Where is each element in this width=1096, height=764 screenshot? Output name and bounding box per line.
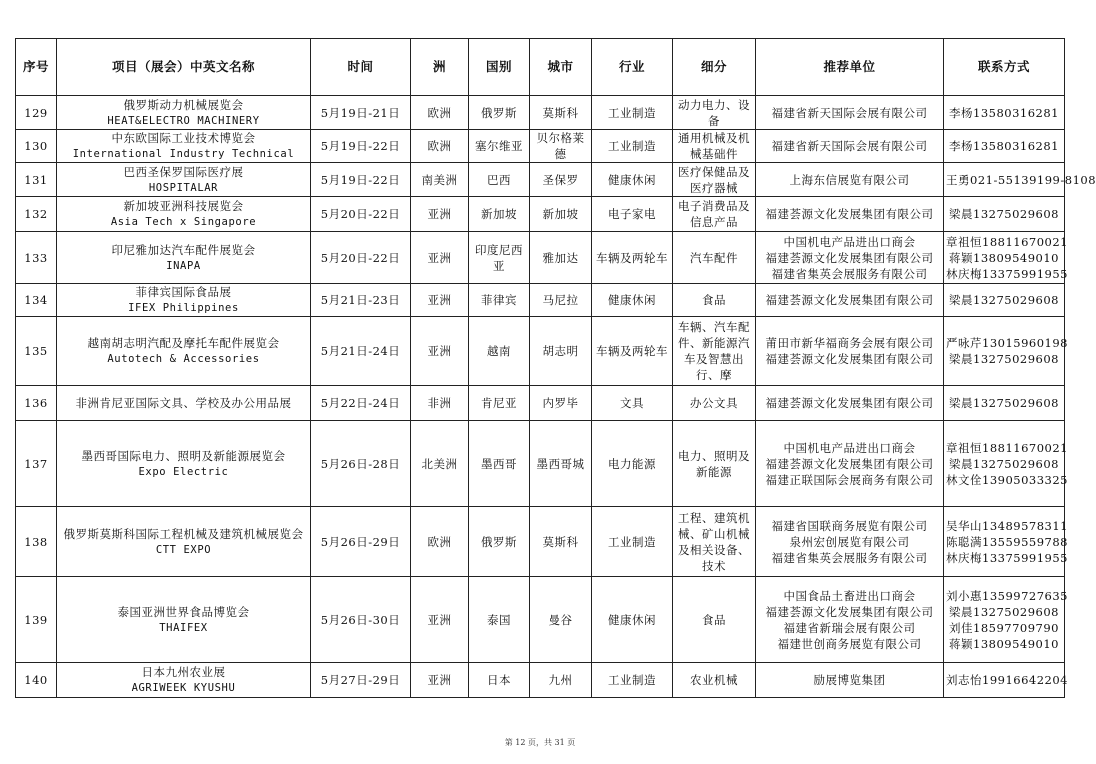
exhibition-continent: 欧洲 — [411, 130, 469, 163]
contact-entry: 林文佺13905033325 — [946, 472, 1068, 487]
exhibition-continent: 亚洲 — [411, 577, 469, 663]
table-row — [16, 197, 1065, 232]
exhibition-name-cn: 俄罗斯莫斯科国际工程机械及建筑机械展览会 — [63, 526, 304, 541]
exhibition-time: 5月20日-22日 — [311, 232, 411, 284]
contact-entry: 章祖恒18811670021 — [946, 234, 1068, 249]
exhibition-name-en: THAIFEX — [159, 621, 208, 634]
exhibition-continent: 北美洲 — [411, 421, 469, 507]
exhibition-time: 5月22日-24日 — [311, 386, 411, 421]
page-footer: 第 12 页，共 31 页 — [504, 738, 576, 747]
exhibition-country: 俄罗斯 — [469, 96, 530, 130]
contact-info — [944, 96, 1065, 130]
exhibition-country: 塞尔维亚 — [469, 130, 530, 163]
header-recommender: 推荐单位 — [756, 39, 944, 96]
exhibition-name-en: AGRIWEEK KYUSHU — [131, 682, 236, 694]
exhibition-continent: 亚洲 — [411, 317, 469, 386]
recommending-units — [756, 130, 944, 163]
row-number: 137 — [16, 421, 57, 507]
exhibition-country: 肯尼亚 — [469, 386, 530, 421]
recommending-unit: 福建荟源文化发展集团有限公司 — [765, 396, 934, 410]
exhibition-name — [57, 96, 311, 130]
row-number: 131 — [16, 163, 57, 197]
exhibition-continent: 亚洲 — [411, 663, 469, 698]
exhibition-industry: 健康休闲 — [592, 163, 673, 197]
contact-entry: 刘佳18597709790 — [949, 620, 1059, 635]
recommending-unit: 福建荟源文化发展集团有限公司 — [765, 250, 934, 265]
exhibition-time: 5月27日-29日 — [311, 663, 411, 698]
table-row — [16, 96, 1065, 130]
exhibition-subcategory: 农业机械 — [673, 663, 756, 698]
contact-info — [944, 130, 1065, 163]
table-row — [16, 663, 1065, 698]
recommending-unit: 福建荟源文化发展集团有限公司 — [765, 456, 934, 471]
contact-info — [944, 663, 1068, 698]
recommending-unit: 福建省新天国际会展有限公司 — [771, 139, 928, 153]
exhibition-time: 5月21日-23日 — [311, 284, 411, 317]
recommending-unit: 福建荟源文化发展集团有限公司 — [765, 207, 934, 221]
exhibition-city: 胡志明 — [530, 317, 592, 386]
exhibition-country: 泰国 — [469, 577, 530, 663]
exhibition-subcategory: 车辆、汽车配件、新能源汽车及智慧出行、摩 — [673, 317, 756, 386]
exhibition-name-en: Autotech & Accessories — [107, 353, 260, 365]
recommending-unit: 上海东信展览有限公司 — [789, 172, 910, 187]
exhibition-time: 5月20日-22日 — [311, 197, 411, 232]
row-number: 136 — [16, 386, 57, 421]
contact-info — [944, 577, 1068, 663]
row-number: 132 — [16, 197, 57, 232]
contact-entry: 章祖恒18811670021 — [946, 440, 1068, 455]
recommending-unit: 福建荟源文化发展集团有限公司 — [765, 604, 934, 619]
exhibition-name-cn: 泰国亚洲世界食品博览会 — [117, 604, 250, 619]
exhibition-subcategory: 医疗保健品及医疗器械 — [673, 163, 756, 197]
recommending-unit: 中国机电产品进出口商会 — [783, 440, 916, 455]
header-industry: 行业 — [592, 39, 673, 96]
exhibition-name — [57, 163, 311, 197]
exhibition-name — [57, 663, 311, 698]
header-continent: 洲 — [411, 39, 469, 96]
exhibition-time: 5月26日-29日 — [311, 507, 411, 577]
exhibition-subcategory: 食品 — [673, 577, 756, 663]
contact-entry: 梁晨13275029608 — [949, 207, 1059, 221]
recommending-unit: 福建省集英会展服务有限公司 — [771, 550, 928, 565]
recommending-units — [756, 96, 944, 130]
exhibition-name-cn: 菲律宾国际食品展 — [135, 285, 232, 299]
recommending-units — [756, 197, 944, 232]
exhibition-time: 5月19日-22日 — [311, 163, 411, 197]
contact-entry: 梁晨13275029608 — [949, 293, 1059, 307]
recommending-unit: 福建正联国际会展商务有限公司 — [765, 472, 934, 487]
exhibition-continent: 南美洲 — [411, 163, 469, 197]
recommending-unit: 中国机电产品进出口商会 — [783, 234, 916, 249]
contact-entry: 陈聪满13559559788 — [946, 534, 1068, 549]
exhibition-city: 内罗毕 — [530, 386, 592, 421]
row-number: 130 — [16, 130, 57, 163]
exhibition-country: 新加坡 — [469, 197, 530, 232]
table-header-row — [16, 39, 1065, 96]
exhibition-continent: 亚洲 — [411, 232, 469, 284]
exhibition-time: 5月26日-28日 — [311, 421, 411, 507]
header-time: 时间 — [311, 39, 411, 96]
row-number: 140 — [16, 663, 57, 698]
recommending-units — [756, 663, 944, 698]
exhibition-industry: 工业制造 — [592, 130, 673, 163]
exhibition-subcategory: 食品 — [673, 284, 756, 317]
exhibition-time: 5月21日-24日 — [311, 317, 411, 386]
exhibition-name-en: INAPA — [166, 259, 201, 272]
exhibition-continent: 欧洲 — [411, 507, 469, 577]
contact-entry: 刘志怡19916642204 — [946, 673, 1068, 687]
contact-info — [944, 284, 1065, 317]
exhibition-name-cn: 非洲肯尼亚国际文具、学校及办公用品展 — [75, 396, 292, 410]
row-number: 138 — [16, 507, 57, 577]
recommending-unit: 福建省国联商务展览有限公司 — [771, 518, 928, 533]
exhibition-name — [57, 232, 311, 284]
exhibition-name — [57, 130, 311, 163]
recommending-units — [756, 163, 944, 197]
exhibition-name-cn: 印尼雅加达汽车配件展览会 — [111, 242, 256, 257]
recommending-units — [756, 386, 944, 421]
exhibition-subcategory: 电力、照明及新能源 — [673, 421, 756, 507]
exhibition-name — [57, 197, 311, 232]
exhibition-city: 马尼拉 — [530, 284, 592, 317]
exhibition-name — [57, 386, 311, 421]
table-row — [16, 421, 1065, 507]
exhibition-name-en: Expo Electric — [138, 465, 229, 478]
header-no: 序号 — [16, 39, 57, 96]
recommending-unit: 福建荟源文化发展集团有限公司 — [765, 293, 934, 307]
exhibition-country: 日本 — [469, 663, 530, 698]
row-number: 129 — [16, 96, 57, 130]
exhibition-name-en: International Industry Technical — [72, 148, 295, 160]
exhibition-time: 5月26日-30日 — [311, 577, 411, 663]
exhibition-name-cn: 墨西哥国际电力、照明及新能源展览会 — [81, 448, 286, 463]
exhibition-continent: 亚洲 — [411, 197, 469, 232]
table-row — [16, 577, 1065, 663]
exhibition-continent: 非洲 — [411, 386, 469, 421]
header-contact: 联系方式 — [944, 39, 1065, 96]
exhibition-city: 圣保罗 — [530, 163, 592, 197]
exhibition-name-en: HEAT&ELECTRO MACHINERY — [107, 114, 260, 127]
contact-entry: 梁晨13275029608 — [949, 456, 1059, 471]
recommending-unit: 中国食品土畜进出口商会 — [783, 588, 916, 603]
exhibition-city: 墨西哥城 — [530, 421, 592, 507]
exhibition-subcategory: 通用机械及机械基础件 — [673, 130, 756, 163]
contact-info — [944, 317, 1068, 386]
exhibition-subcategory: 动力电力、设备 — [673, 96, 756, 130]
exhibition-name-en: CTT EXPO — [155, 543, 212, 556]
table-row — [16, 317, 1065, 386]
exhibition-time: 5月19日-21日 — [311, 96, 411, 130]
row-number: 134 — [16, 284, 57, 317]
exhibition-subcategory: 电子消费品及信息产品 — [673, 197, 756, 232]
contact-entry: 蒋颖13809549010 — [949, 250, 1059, 265]
recommending-units — [756, 421, 944, 507]
exhibition-city: 曼谷 — [530, 577, 592, 663]
contact-entry: 蒋颖13809549010 — [949, 636, 1059, 651]
exhibition-industry: 工业制造 — [592, 96, 673, 130]
recommending-unit: 福建省新瑞会展有限公司 — [783, 620, 916, 635]
exhibition-name — [57, 317, 311, 386]
exhibition-name-cn: 越南胡志明汽配及摩托车配件展览会 — [87, 336, 280, 350]
recommending-units — [756, 577, 944, 663]
contact-info — [944, 163, 1096, 197]
exhibition-industry: 健康休闲 — [592, 577, 673, 663]
exhibition-industry: 文具 — [592, 386, 673, 421]
exhibition-name-en: IFEX Philippines — [128, 302, 239, 314]
contact-info — [944, 507, 1068, 577]
recommending-units — [756, 232, 944, 284]
exhibition-subcategory: 汽车配件 — [673, 232, 756, 284]
exhibition-country: 印度尼西亚 — [469, 232, 530, 284]
contact-info — [944, 421, 1068, 507]
contact-info — [944, 232, 1068, 284]
exhibition-name-cn: 俄罗斯动力机械展览会 — [123, 97, 244, 112]
contact-entry: 李杨13580316281 — [949, 105, 1059, 120]
recommending-units — [756, 284, 944, 317]
contact-entry: 刘小惠13599727635 — [946, 588, 1068, 603]
exhibition-city: 九州 — [530, 663, 592, 698]
recommending-unit: 励展博览集团 — [813, 673, 886, 687]
exhibition-name-cn: 新加坡亚洲科技展览会 — [123, 199, 244, 213]
exhibition-subcategory: 办公文具 — [673, 386, 756, 421]
table-row — [16, 232, 1065, 284]
exhibition-industry: 工业制造 — [592, 507, 673, 577]
contact-entry: 王勇021-55139199-8108 — [946, 172, 1096, 187]
table-row — [16, 284, 1065, 317]
exhibition-name — [57, 284, 311, 317]
recommending-unit: 福建世创商务展览有限公司 — [777, 636, 922, 651]
exhibition-city: 贝尔格莱德 — [530, 130, 592, 163]
recommending-unit: 福建荟源文化发展集团有限公司 — [765, 352, 934, 366]
table-row — [16, 386, 1065, 421]
exhibition-city: 雅加达 — [530, 232, 592, 284]
exhibition-country: 墨西哥 — [469, 421, 530, 507]
exhibition-continent: 亚洲 — [411, 284, 469, 317]
table-row — [16, 163, 1065, 197]
exhibition-name — [57, 577, 311, 663]
contact-entry: 林庆梅13375991955 — [946, 266, 1068, 281]
recommending-unit: 莆田市新华福商务会展有限公司 — [765, 336, 934, 350]
exhibition-name — [57, 421, 311, 507]
exhibition-country: 越南 — [469, 317, 530, 386]
recommending-units — [756, 317, 944, 386]
exhibition-industry: 电子家电 — [592, 197, 673, 232]
exhibition-industry: 车辆及两轮车 — [592, 232, 673, 284]
contact-entry: 李杨13580316281 — [949, 139, 1059, 153]
table-row — [16, 507, 1065, 577]
row-number: 133 — [16, 232, 57, 284]
exhibition-country: 俄罗斯 — [469, 507, 530, 577]
header-name: 项目（展会）中英文名称 — [57, 39, 311, 96]
exhibition-name-cn: 中东欧国际工业技术博览会 — [111, 131, 256, 145]
exhibition-name-en: Asia Tech x Singapore — [110, 216, 257, 228]
exhibition-time: 5月19日-22日 — [311, 130, 411, 163]
contact-entry: 梁晨13275029608 — [949, 604, 1059, 619]
header-subcategory: 细分 — [673, 39, 756, 96]
exhibition-name — [57, 507, 311, 577]
table-row — [16, 130, 1065, 163]
recommending-units — [756, 507, 944, 577]
exhibition-country: 巴西 — [469, 163, 530, 197]
exhibition-name-en: HOSPITALAR — [148, 181, 219, 194]
contact-entry: 梁晨13275029608 — [949, 352, 1059, 366]
exhibition-country: 菲律宾 — [469, 284, 530, 317]
contact-info — [944, 197, 1065, 232]
exhibition-city: 莫斯科 — [530, 507, 592, 577]
exhibition-table — [15, 38, 1096, 698]
contact-entry: 林庆梅13375991955 — [946, 550, 1068, 565]
row-number: 135 — [16, 317, 57, 386]
exhibition-city: 莫斯科 — [530, 96, 592, 130]
contact-info — [944, 386, 1065, 421]
exhibition-industry: 电力能源 — [592, 421, 673, 507]
exhibition-name-cn: 日本九州农业展 — [141, 665, 226, 679]
recommending-unit: 福建省新天国际会展有限公司 — [771, 105, 928, 120]
contact-entry: 梁晨13275029608 — [949, 396, 1059, 410]
exhibition-continent: 欧洲 — [411, 96, 469, 130]
exhibition-industry: 工业制造 — [592, 663, 673, 698]
exhibition-name-cn: 巴西圣保罗国际医疗展 — [123, 164, 244, 179]
exhibition-city: 新加坡 — [530, 197, 592, 232]
header-country: 国别 — [469, 39, 530, 96]
contact-entry: 严咏芹13015960198 — [946, 336, 1068, 350]
exhibition-industry: 车辆及两轮车 — [592, 317, 673, 386]
exhibition-subcategory: 工程、建筑机械、矿山机械及相关设备、技术 — [673, 507, 756, 577]
recommending-unit: 泉州宏创展览有限公司 — [789, 534, 910, 549]
recommending-unit: 福建省集英会展服务有限公司 — [771, 266, 928, 281]
exhibition-industry: 健康休闲 — [592, 284, 673, 317]
row-number: 139 — [16, 577, 57, 663]
header-city: 城市 — [530, 39, 592, 96]
contact-entry: 吴华山13489578311 — [946, 518, 1068, 533]
